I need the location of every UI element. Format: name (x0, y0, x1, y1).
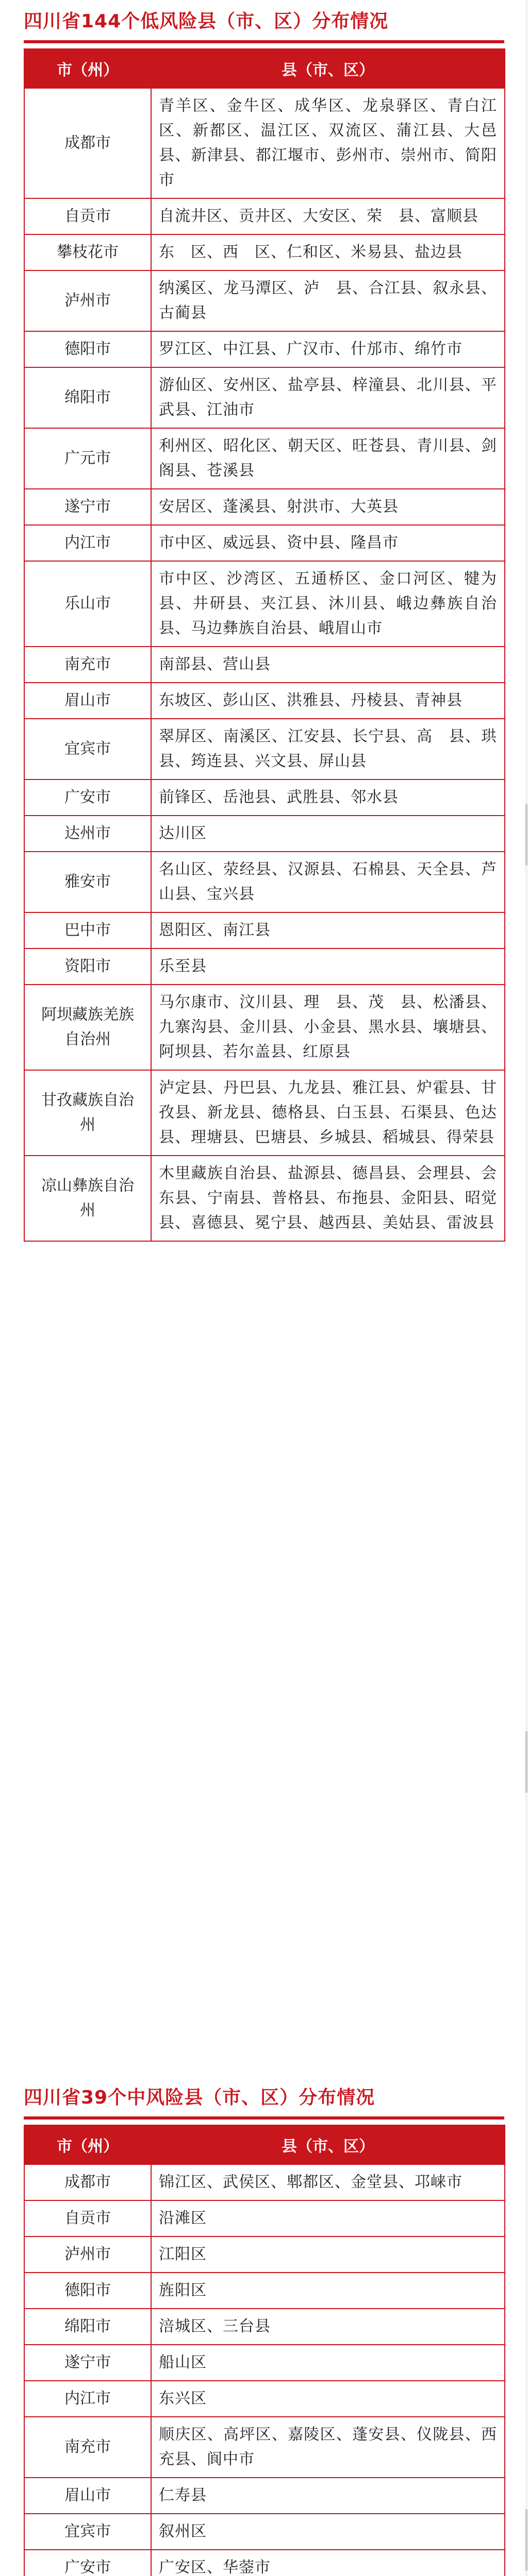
city-cell: 雅安市 (24, 852, 151, 912)
counties-cell: 沿滩区 (151, 2200, 505, 2236)
city-cell: 成都市 (24, 88, 151, 198)
section-title: 四川省39个中风险县（市、区）分布情况 (24, 2087, 375, 2108)
low-risk-table-body (24, 88, 513, 1241)
scrollbar-thumb[interactable] (525, 1731, 527, 1793)
column-header-county: 县（市、区） (151, 2125, 505, 2164)
counties-cell: 江阳区 (151, 2236, 505, 2273)
table-row (24, 2200, 505, 2236)
table-header-row (24, 2125, 505, 2164)
counties-cell: 前锋区、岳池县、武胜县、邻水县 (151, 779, 505, 816)
column-header-city: 市（州） (24, 49, 151, 88)
section-title: 四川省144个低风险县（市、区）分布情况 (24, 11, 389, 32)
title-underline (24, 40, 504, 43)
table-row (24, 1070, 505, 1156)
scrollbar-track[interactable] (525, 0, 528, 2576)
table-row (24, 2417, 505, 2478)
counties-cell: 木里藏族自治县、盐源县、德昌县、会理县、会东县、宁南县、普格县、布拖县、金阳县、昭觉县、喜德县、冕宁县、越西县、美姑县、雷波县 (151, 1156, 505, 1241)
city-cell: 德阳市 (24, 331, 151, 367)
table-row (24, 2236, 505, 2273)
city-cell: 泸州市 (24, 2236, 151, 2273)
city-cell: 眉山市 (24, 683, 151, 719)
city-cell: 自贡市 (24, 2200, 151, 2236)
city-cell: 眉山市 (24, 2478, 151, 2514)
counties-cell: 市中区、沙湾区、五通桥区、金口河区、犍为县、井研县、夹江县、沐川县、峨边彝族自治县、马边彝族自治县、峨眉山市 (151, 561, 505, 647)
city-cell: 遂宁市 (24, 2345, 151, 2381)
table-row (24, 367, 505, 428)
counties-cell: 叙州区 (151, 2514, 505, 2550)
table-row (24, 525, 505, 561)
city-cell: 广元市 (24, 428, 151, 489)
counties-cell: 仁寿县 (151, 2478, 505, 2514)
counties-cell: 游仙区、安州区、盐亭县、梓潼县、北川县、平武县、江油市 (151, 367, 505, 428)
medium-risk-section (24, 2081, 504, 2576)
table-row (24, 647, 505, 683)
city-cell: 宜宾市 (24, 2514, 151, 2550)
counties-cell: 市中区、威远县、资中县、隆昌市 (151, 525, 505, 561)
table-row (24, 2345, 505, 2381)
table-row (24, 948, 505, 985)
counties-cell: 泸定县、丹巴县、九龙县、雅江县、炉霍县、甘孜县、新龙县、德格县、白玉县、石渠县、色达县、理塘县、巴塘县、乡城县、稻城县、得荣县 (151, 1070, 505, 1156)
counties-cell: 恩阳区、南江县 (151, 912, 505, 948)
counties-cell: 顺庆区、高坪区、嘉陵区、蓬安县、仪陇县、西充县、阆中市 (151, 2417, 505, 2478)
table-row (24, 779, 505, 816)
counties-cell: 纳溪区、龙马潭区、泸 县、合江县、叙永县、古蔺县 (151, 270, 505, 331)
table-row (24, 270, 505, 331)
table-row (24, 2478, 505, 2514)
table-row (24, 2273, 505, 2309)
table-row (24, 428, 505, 489)
counties-cell: 旌阳区 (151, 2273, 505, 2309)
city-cell: 攀枝花市 (24, 234, 151, 270)
table-row (24, 198, 505, 234)
scrollbar-thumb[interactable] (525, 2509, 527, 2571)
city-cell: 资阳市 (24, 948, 151, 985)
city-cell: 广安市 (24, 779, 151, 816)
city-cell: 南充市 (24, 2417, 151, 2478)
city-cell: 乐山市 (24, 561, 151, 647)
counties-cell: 利州区、昭化区、朝天区、旺苍县、青川县、剑阁县、苍溪县 (151, 428, 505, 489)
table-row (24, 683, 505, 719)
city-cell: 绵阳市 (24, 2309, 151, 2345)
counties-cell: 乐至县 (151, 948, 505, 985)
counties-cell: 涪城区、三台县 (151, 2309, 505, 2345)
medium-risk-table-body (24, 2164, 505, 2576)
counties-cell: 安居区、蓬溪县、射洪市、大英县 (151, 489, 505, 525)
table-row (24, 331, 505, 367)
table-row (24, 816, 505, 852)
low-risk-section (24, 5, 513, 1242)
scrollbar-thumb[interactable] (525, 804, 527, 866)
table-row (24, 719, 505, 779)
counties-cell: 翠屏区、南溪区、江安县、长宁县、高 县、珙 县、筠连县、兴文县、屏山县 (151, 719, 505, 779)
table-row (24, 2381, 505, 2417)
counties-cell: 东 区、西 区、仁和区、米易县、盐边县 (151, 234, 505, 270)
city-cell: 南充市 (24, 647, 151, 683)
table-row (24, 88, 505, 198)
city-cell: 自贡市 (24, 198, 151, 234)
title-underline (24, 2116, 504, 2120)
table-row (24, 912, 505, 948)
city-cell: 成都市 (24, 2164, 151, 2200)
table-row (24, 234, 505, 270)
city-cell: 达州市 (24, 816, 151, 852)
city-cell: 巴中市 (24, 912, 151, 948)
counties-cell: 南部县、营山县 (151, 647, 505, 683)
table-row (24, 1156, 505, 1241)
table-row (24, 489, 505, 525)
low-risk-table (24, 48, 513, 1242)
city-cell: 凉山彝族自治州 (24, 1156, 151, 1241)
table-row (24, 2309, 505, 2345)
table-header-row (24, 49, 505, 88)
medium-risk-table (24, 2125, 505, 2576)
table-row (24, 2514, 505, 2550)
city-cell: 德阳市 (24, 2273, 151, 2309)
counties-cell: 锦江区、武侯区、郫都区、金堂县、邛崃市 (151, 2164, 505, 2200)
counties-cell: 广安区、华蓥市 (151, 2550, 505, 2576)
table-row (24, 561, 505, 647)
table-row (24, 2164, 505, 2200)
counties-cell: 青羊区、金牛区、成华区、龙泉驿区、青白江区、新都区、温江区、双流区、蒲江县、大邑县、新津县、都江堰市、彭州市、崇州市、简阳市 (151, 88, 505, 198)
table-row (24, 985, 505, 1070)
counties-cell: 东兴区 (151, 2381, 505, 2417)
city-cell: 遂宁市 (24, 489, 151, 525)
counties-cell: 马尔康市、汶川县、理 县、茂 县、松潘县、九寨沟县、金川县、小金县、黑水县、壤塘县、阿坝县、若尔盖县、红原县 (151, 985, 505, 1070)
city-cell: 阿坝藏族羌族自治州 (24, 985, 151, 1070)
city-cell: 宜宾市 (24, 719, 151, 779)
counties-cell: 自流井区、贡井区、大安区、荣 县、富顺县 (151, 198, 505, 234)
counties-cell: 名山区、荥经县、汉源县、石棉县、天全县、芦山县、宝兴县 (151, 852, 505, 912)
counties-cell: 罗江区、中江县、广汉市、什邡市、绵竹市 (151, 331, 505, 367)
column-header-county: 县（市、区） (151, 49, 505, 88)
city-cell: 广安市 (24, 2550, 151, 2576)
city-cell: 甘孜藏族自治州 (24, 1070, 151, 1156)
city-cell: 内江市 (24, 525, 151, 561)
table-row (24, 852, 505, 912)
counties-cell: 东坡区、彭山区、洪雅县、丹棱县、青神县 (151, 683, 505, 719)
city-cell: 内江市 (24, 2381, 151, 2417)
counties-cell: 达川区 (151, 816, 505, 852)
city-cell: 绵阳市 (24, 367, 151, 428)
table-row (24, 2550, 505, 2576)
column-header-city: 市（州） (24, 2125, 151, 2164)
city-cell: 泸州市 (24, 270, 151, 331)
counties-cell: 船山区 (151, 2345, 505, 2381)
